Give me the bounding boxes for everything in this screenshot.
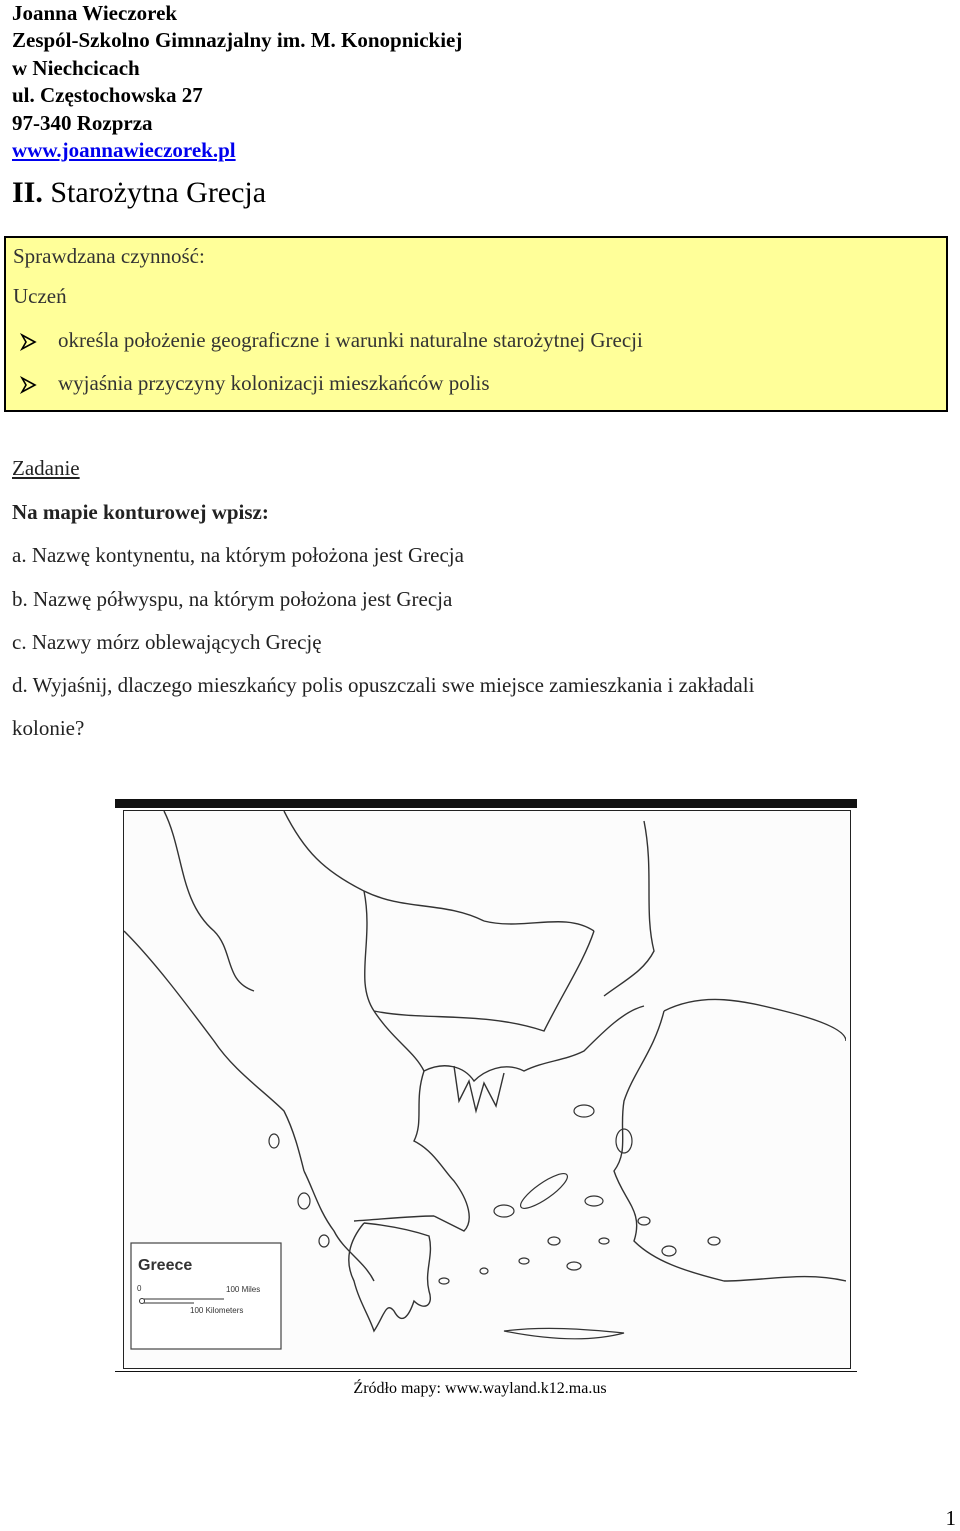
- task-point: d. Wyjaśnij, dlaczego mieszkańcy polis opuszczali swe miejsce zamieszkania i zakładali: [12, 673, 755, 697]
- school-name: Zespól-Szkolno Gimnazjalny im. M. Konopnickiej: [12, 28, 463, 53]
- section-title-text: Starożytna Grecja: [50, 176, 267, 209]
- scale-km: 100 Kilometers: [190, 1306, 244, 1315]
- author-header: [12, 0, 462, 164]
- section-title: [12, 174, 266, 212]
- task-point: kolonie?: [12, 716, 85, 740]
- activity-box: [4, 236, 948, 412]
- section-number: II.: [12, 176, 43, 209]
- town: w Niechcicach: [12, 55, 140, 80]
- task-heading: Zadanie: [12, 456, 80, 480]
- activity-heading: Sprawdzana czynność:: [13, 244, 205, 268]
- author-name: Joanna Wieczorek: [12, 1, 178, 25]
- activity-subject: Uczeń: [13, 284, 67, 308]
- street-address: ul. Częstochowska 27: [12, 83, 203, 108]
- website-link[interactable]: www.joannawieczorek.pl: [12, 138, 236, 163]
- scale-miles: 100 Miles: [226, 1285, 261, 1294]
- task-point: a. Nazwę kontynentu, na którym położona jest Grecja: [12, 543, 464, 567]
- arrow-bullet-icon: [19, 332, 39, 352]
- postal-code: 97-340 Rozprza: [12, 110, 153, 135]
- task-point: c. Nazwy mórz oblewających Grecję: [12, 630, 322, 654]
- scale-zero: 0: [137, 1284, 142, 1293]
- map-source: Źródło mapy: www.wayland.k12.ma.us: [353, 1380, 607, 1397]
- activity-item: określa położenie geograficzne i warunki naturalne starożytnej Grecji: [58, 328, 643, 352]
- contour-map: [115, 799, 857, 1372]
- task-point: b. Nazwę półwyspu, na którym położona jest Grecja: [12, 587, 453, 611]
- greece-outline-map: [124, 811, 846, 1356]
- task-instruction: Na mapie konturowej wpisz:: [12, 500, 269, 524]
- arrow-bullet-icon: [19, 375, 39, 395]
- page-number: 1: [945, 1506, 956, 1530]
- legend-title: Greece: [138, 1257, 193, 1274]
- map-frame: [123, 810, 851, 1369]
- activity-item: wyjaśnia przyczyny kolonizacji mieszkańców polis: [58, 371, 490, 395]
